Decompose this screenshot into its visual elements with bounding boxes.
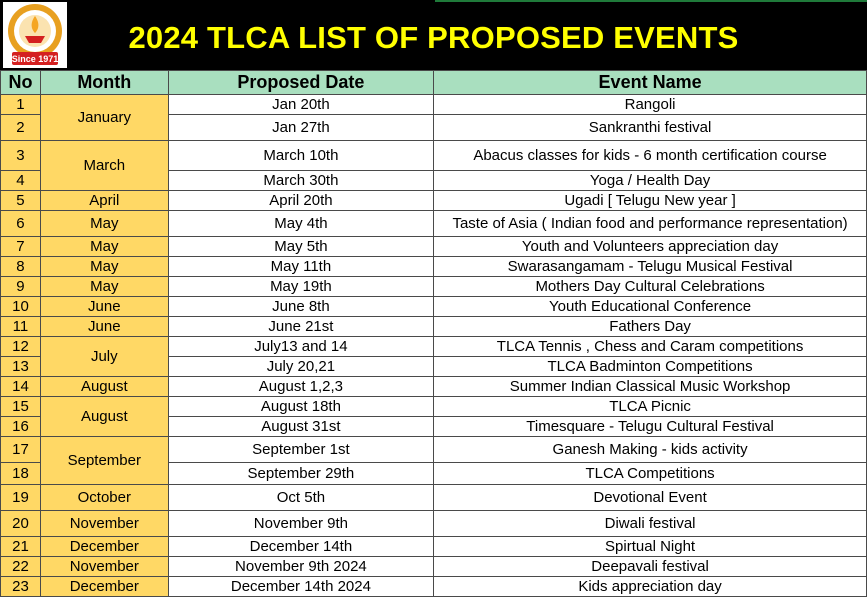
title-banner [0, 0, 867, 70]
date-cell: July13 and 14 [168, 337, 433, 357]
month-cell: December [40, 537, 168, 557]
event-cell: Youth Educational Conference [434, 297, 867, 317]
date-cell: December 14th [168, 537, 433, 557]
event-cell: Ugadi [ Telugu New year ] [434, 191, 867, 211]
month-cell: September [40, 437, 168, 485]
date-cell: November 9th 2024 [168, 557, 433, 577]
row-number: 13 [1, 357, 41, 377]
row-number: 18 [1, 463, 41, 485]
date-cell: September 1st [168, 437, 433, 463]
event-cell: Youth and Volunteers appreciation day [434, 237, 867, 257]
event-cell: Deepavali festival [434, 557, 867, 577]
table-row [1, 211, 867, 237]
event-cell: Devotional Event [434, 485, 867, 511]
event-cell: Spirtual Night [434, 537, 867, 557]
date-cell: July 20,21 [168, 357, 433, 377]
row-number: 4 [1, 171, 41, 191]
table-row [1, 277, 867, 297]
row-number: 23 [1, 577, 41, 597]
date-cell: June 8th [168, 297, 433, 317]
month-cell: January [40, 95, 168, 141]
header-event: Event Name [434, 71, 867, 95]
month-cell: June [40, 297, 168, 317]
event-cell: Taste of Asia ( Indian food and performance representation) [434, 211, 867, 237]
row-number: 22 [1, 557, 41, 577]
page-title: 2024 TLCA LIST OF PROPOSED EVENTS [128, 20, 739, 55]
month-cell: May [40, 211, 168, 237]
table-row [1, 557, 867, 577]
event-cell: Kids appreciation day [434, 577, 867, 597]
row-number: 15 [1, 397, 41, 417]
date-cell: May 5th [168, 237, 433, 257]
month-cell: November [40, 511, 168, 537]
month-cell: May [40, 257, 168, 277]
table-row [1, 337, 867, 357]
event-cell: Rangoli [434, 95, 867, 115]
month-cell: May [40, 277, 168, 297]
event-cell: Summer Indian Classical Music Workshop [434, 377, 867, 397]
row-number: 9 [1, 277, 41, 297]
table-row [1, 577, 867, 597]
event-cell: TLCA Picnic [434, 397, 867, 417]
date-cell: August 1,2,3 [168, 377, 433, 397]
event-cell: Timesquare - Telugu Cultural Festival [434, 417, 867, 437]
events-table [0, 70, 867, 597]
table-row [1, 191, 867, 211]
row-number: 2 [1, 115, 41, 141]
table-row [1, 297, 867, 317]
event-cell: Swarasangamam - Telugu Musical Festival [434, 257, 867, 277]
event-cell: TLCA Badminton Competitions [434, 357, 867, 377]
row-number: 14 [1, 377, 41, 397]
month-cell: June [40, 317, 168, 337]
month-cell: November [40, 557, 168, 577]
date-cell: June 21st [168, 317, 433, 337]
table-row [1, 511, 867, 537]
event-cell: TLCA Tennis , Chess and Caram competitions [434, 337, 867, 357]
date-cell: March 10th [168, 141, 433, 171]
table-row [1, 437, 867, 463]
table-row [1, 485, 867, 511]
row-number: 10 [1, 297, 41, 317]
month-cell: October [40, 485, 168, 511]
row-number: 6 [1, 211, 41, 237]
header-row [1, 71, 867, 95]
date-cell: May 11th [168, 257, 433, 277]
table-row [1, 377, 867, 397]
date-cell: May 19th [168, 277, 433, 297]
row-number: 20 [1, 511, 41, 537]
date-cell: Oct 5th [168, 485, 433, 511]
event-cell: Yoga / Health Day [434, 171, 867, 191]
date-cell: April 20th [168, 191, 433, 211]
month-cell: December [40, 577, 168, 597]
date-cell: May 4th [168, 211, 433, 237]
row-number: 1 [1, 95, 41, 115]
month-cell: July [40, 337, 168, 377]
row-number: 11 [1, 317, 41, 337]
event-cell: Mothers Day Cultural Celebrations [434, 277, 867, 297]
row-number: 5 [1, 191, 41, 211]
row-number: 8 [1, 257, 41, 277]
logo-text: Since 1971 [11, 54, 59, 64]
row-number: 16 [1, 417, 41, 437]
table-row [1, 141, 867, 171]
date-cell: December 14th 2024 [168, 577, 433, 597]
table-row [1, 397, 867, 417]
month-cell: August [40, 397, 168, 437]
date-cell: Jan 20th [168, 95, 433, 115]
tlca-logo [3, 2, 67, 68]
row-number: 12 [1, 337, 41, 357]
table-row [1, 95, 867, 115]
month-cell: March [40, 141, 168, 191]
date-cell: November 9th [168, 511, 433, 537]
event-cell: Abacus classes for kids - 6 month certification course [434, 141, 867, 171]
header-month: Month [40, 71, 168, 95]
event-cell: Fathers Day [434, 317, 867, 337]
table-body [1, 95, 867, 597]
row-number: 3 [1, 141, 41, 171]
date-cell: Jan 27th [168, 115, 433, 141]
date-cell: September 29th [168, 463, 433, 485]
table-row [1, 257, 867, 277]
header-date: Proposed Date [168, 71, 433, 95]
row-number: 17 [1, 437, 41, 463]
row-number: 21 [1, 537, 41, 557]
tlca-logo-graphic [3, 2, 67, 68]
month-cell: April [40, 191, 168, 211]
row-number: 19 [1, 485, 41, 511]
header-no: No [1, 71, 41, 95]
table-row [1, 537, 867, 557]
event-cell: Ganesh Making - kids activity [434, 437, 867, 463]
event-cell: TLCA Competitions [434, 463, 867, 485]
table-row [1, 317, 867, 337]
table-row [1, 237, 867, 257]
date-cell: March 30th [168, 171, 433, 191]
date-cell: August 18th [168, 397, 433, 417]
row-number: 7 [1, 237, 41, 257]
date-cell: August 31st [168, 417, 433, 437]
month-cell: May [40, 237, 168, 257]
event-cell: Sankranthi festival [434, 115, 867, 141]
event-cell: Diwali festival [434, 511, 867, 537]
month-cell: August [40, 377, 168, 397]
